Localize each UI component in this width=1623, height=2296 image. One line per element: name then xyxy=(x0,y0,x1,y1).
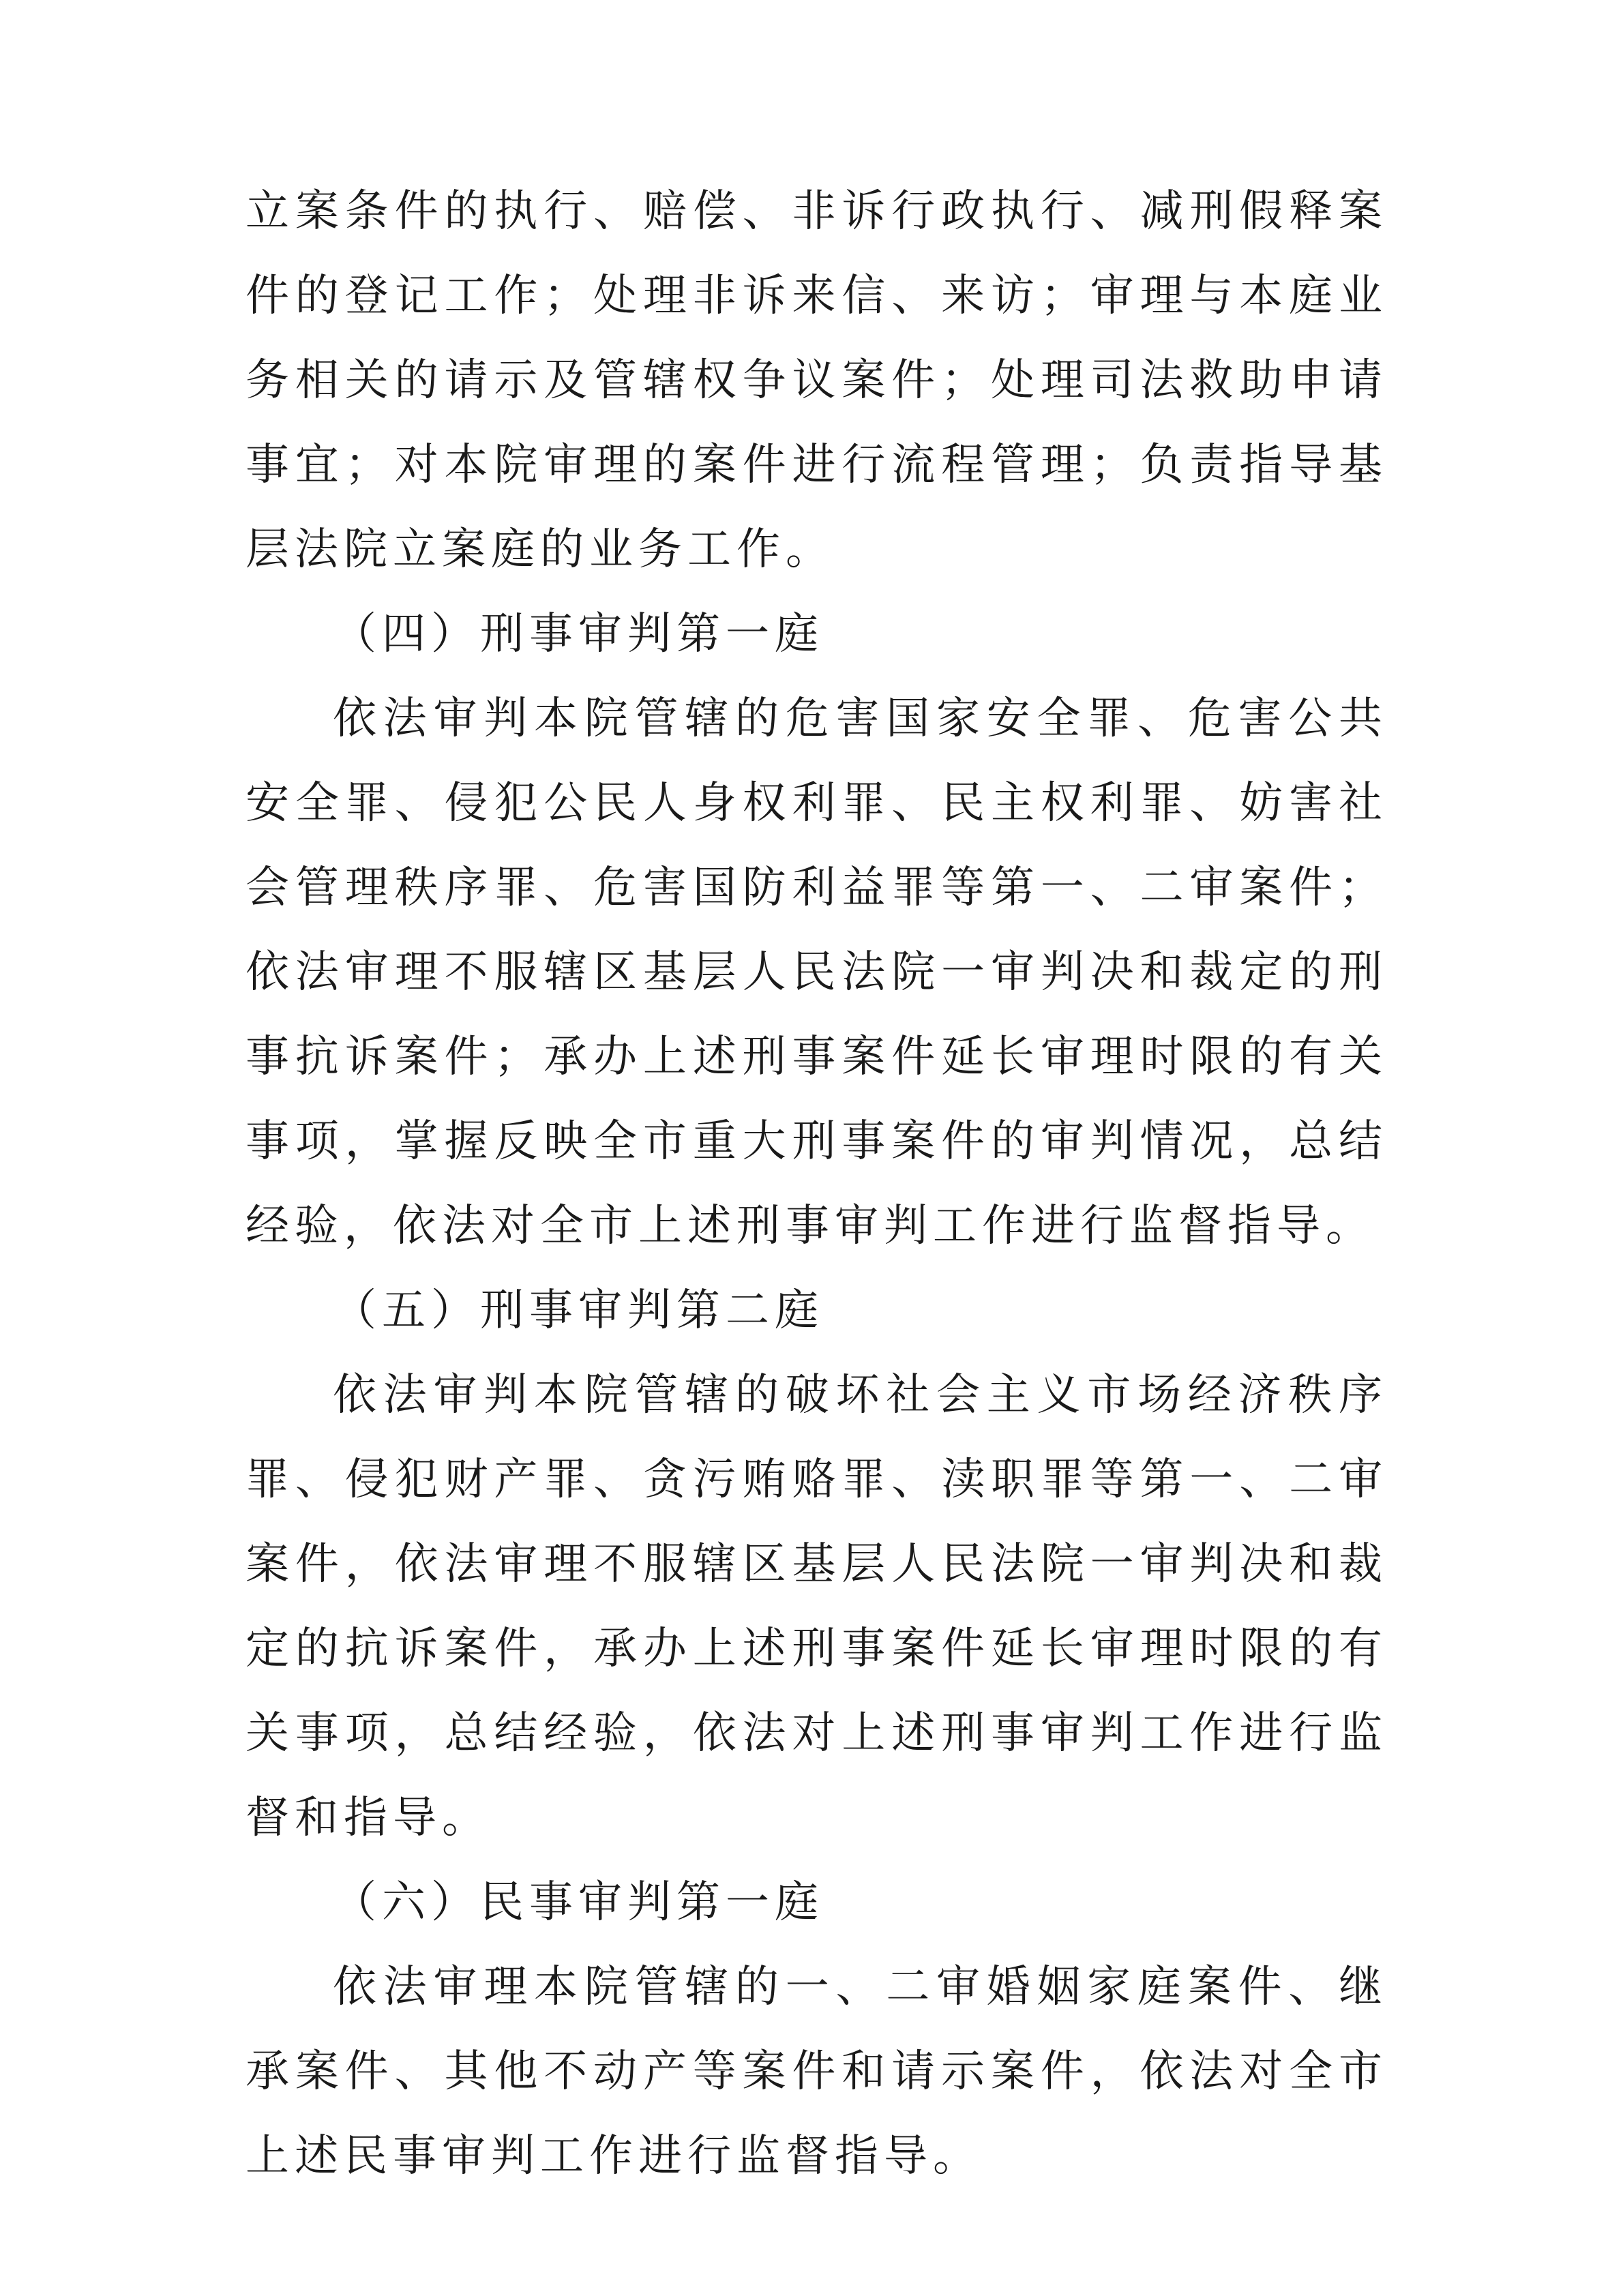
document-page xyxy=(245,169,1388,2198)
section-body-criminal-second: 依法审判本院管辖的破坏社会主义市场经济秩序罪、侵犯财产罪、贪污贿赂罪、渎职罪等第一、二审案件，依法审理不服辖区基层人民法院一审判决和裁定的抗诉案件，承办上述刑事案件延长审理时限的有关事项，总结经验，依法对上述刑事审判工作进行监督和指导。 xyxy=(245,1370,1388,1843)
opening-paragraph: 立案条件的执行、赔偿、非诉行政执行、减刑假释案件的登记工作；处理非诉来信、来访；审理与本庭业务相关的请示及管辖权争议案件；处理司法救助申请事宜；对本院审理的案件进行流程管理；负责指导基层法院立案庭的业务工作。 xyxy=(245,186,1388,575)
section-body-civil-first: 依法审理本院管辖的一、二审婚姻家庭案件、继承案件、其他不动产等案件和请示案件，依法对全市上述民事审判工作进行监督指导。 xyxy=(245,1962,1388,2181)
section-heading-criminal-second: （五）刑事审判第二庭 xyxy=(333,1285,824,1336)
section-body-criminal-first: 依法审判本院管辖的危害国家安全罪、危害公共安全罪、侵犯公民人身权利罪、民主权利罪、妨害社会管理秩序罪、危害国防利益罪等第一、二审案件；依法审理不服辖区基层人民法院一审判决和裁定的刑事抗诉案件；承办上述刑事案件延长审理时限的有关事项，掌握反映全市重大刑事案件的审判情况，总结经验，依法对全市上述刑事审判工作进行监督指导。 xyxy=(245,694,1388,1251)
section-heading-civil-first: （六）民事审判第一庭 xyxy=(333,1877,824,1928)
section-heading-criminal-first: （四）刑事审判第一庭 xyxy=(333,609,824,659)
